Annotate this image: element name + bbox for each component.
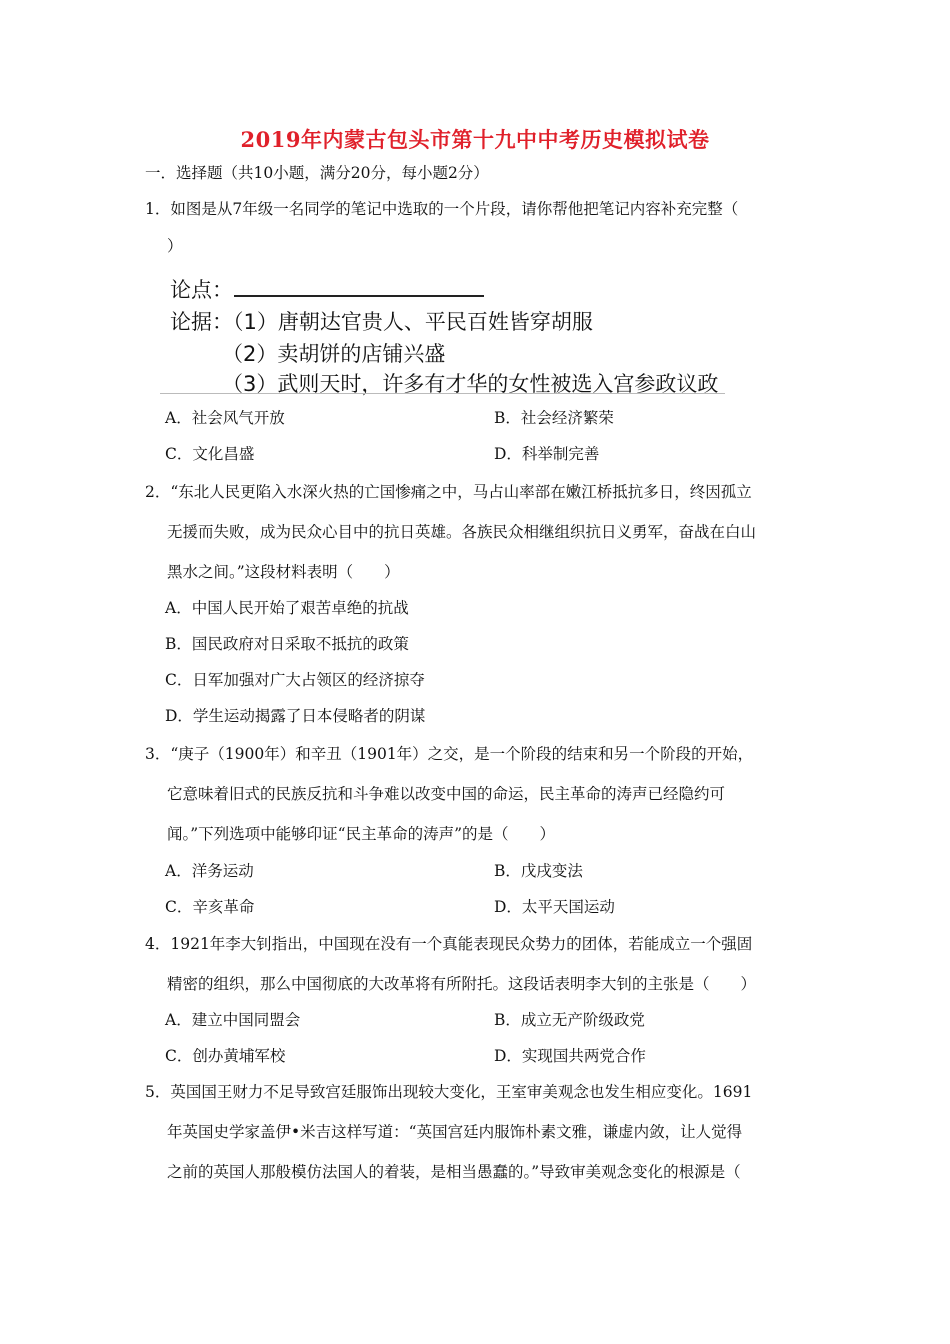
q2-stem-line-2: 无援而失败，成为民众心目中的抗日英雄。各族民众相继组织抗日义勇军，奋战在白山	[167, 523, 757, 541]
q2-stem-line-3: 黑水之间。”这段材料表明（ ）	[167, 563, 400, 581]
q1-stem-line-2: ）	[167, 237, 183, 255]
note-evidence-3: （3）武则天时，许多有才华的女性被选入宫参政议政	[222, 372, 719, 396]
q3-option-c[interactable]: C．辛亥革命	[165, 898, 255, 916]
q3-option-d[interactable]: D．太平天国运动	[494, 898, 615, 916]
q1-option-c[interactable]: C．文化昌盛	[165, 445, 255, 463]
q3-option-b[interactable]: B．戊戌变法	[494, 862, 583, 880]
q4-stem-line-1: 4．1921年李大钊指出，中国现在没有一个真能表现民众势力的团体，若能成立一个强固	[145, 935, 753, 953]
q2-option-b[interactable]: B．国民政府对日采取不抵抗的政策	[165, 635, 409, 653]
q1-option-a[interactable]: A．社会风气开放	[165, 409, 285, 427]
note-underline	[160, 393, 725, 394]
q3-stem-line-3: 闻。”下列选项中能够印证“民主革命的涛声”的是（ ）	[167, 825, 556, 843]
exam-title: 2019年内蒙古包头市第十九中中考历史模拟试卷	[240, 127, 710, 152]
q1-stem-line-1: 1．如图是从7年级一名同学的笔记中选取的一个片段，请你帮他把笔记内容补充完整（	[145, 200, 739, 218]
q4-stem-line-2: 精密的组织，那么中国彻底的大改革将有所附托。这段话表明李大钊的主张是（ ）	[167, 975, 757, 993]
q2-option-a[interactable]: A．中国人民开始了艰苦卓绝的抗战	[165, 599, 409, 617]
note-evidence-2: （2）卖胡饼的店铺兴盛	[222, 342, 446, 366]
q1-note-image	[160, 262, 725, 396]
q1-option-d[interactable]: D．科举制完善	[494, 445, 600, 463]
note-point-label: 论点：	[170, 278, 233, 302]
note-point-blank	[234, 295, 484, 297]
q4-option-a[interactable]: A．建立中国同盟会	[165, 1011, 301, 1029]
q5-stem-line-3: 之前的英国人那般模仿法国人的着装，是相当愚蠢的。”导致审美观念变化的根源是（	[167, 1163, 741, 1181]
note-evidence-1: 论据：（1）唐朝达官贵人、平民百姓皆穿胡服	[170, 310, 593, 334]
q4-option-d[interactable]: D．实现国共两党合作	[494, 1047, 646, 1065]
section-header: 一．选择题（共10小题，满分20分，每小题2分）	[145, 164, 489, 182]
q4-option-b[interactable]: B．成立无产阶级政党	[494, 1011, 645, 1029]
q2-option-d[interactable]: D．学生运动揭露了日本侵略者的阴谋	[165, 707, 426, 725]
q1-option-b[interactable]: B．社会经济繁荣	[494, 409, 614, 427]
q3-option-a[interactable]: A．洋务运动	[165, 862, 254, 880]
q5-stem-line-1: 5．英国国王财力不足导致宫廷服饰出现较大变化，王室审美观念也发生相应变化。1691	[145, 1083, 753, 1101]
q2-stem-line-1: 2．“东北人民更陷入水深火热的亡国惨痛之中，马占山率部在嫩江桥抵抗多日，终因孤立	[145, 483, 752, 501]
q4-option-c[interactable]: C．创办黄埔军校	[165, 1047, 286, 1065]
q5-stem-line-2: 年英国史学家盖伊•米吉这样写道：“英国宫廷内服饰朴素文雅，谦虚内敛，让人觉得	[167, 1123, 743, 1141]
q3-stem-line-2: 它意味着旧式的民族反抗和斗争难以改变中国的命运，民主革命的涛声已经隐约可	[167, 785, 726, 803]
q2-option-c[interactable]: C．日军加强对广大占领区的经济掠夺	[165, 671, 425, 689]
q3-stem-line-1: 3．“庚子（1900年）和辛丑（1901年）之交，是一个阶段的结束和另一个阶段的开始，	[145, 745, 754, 763]
